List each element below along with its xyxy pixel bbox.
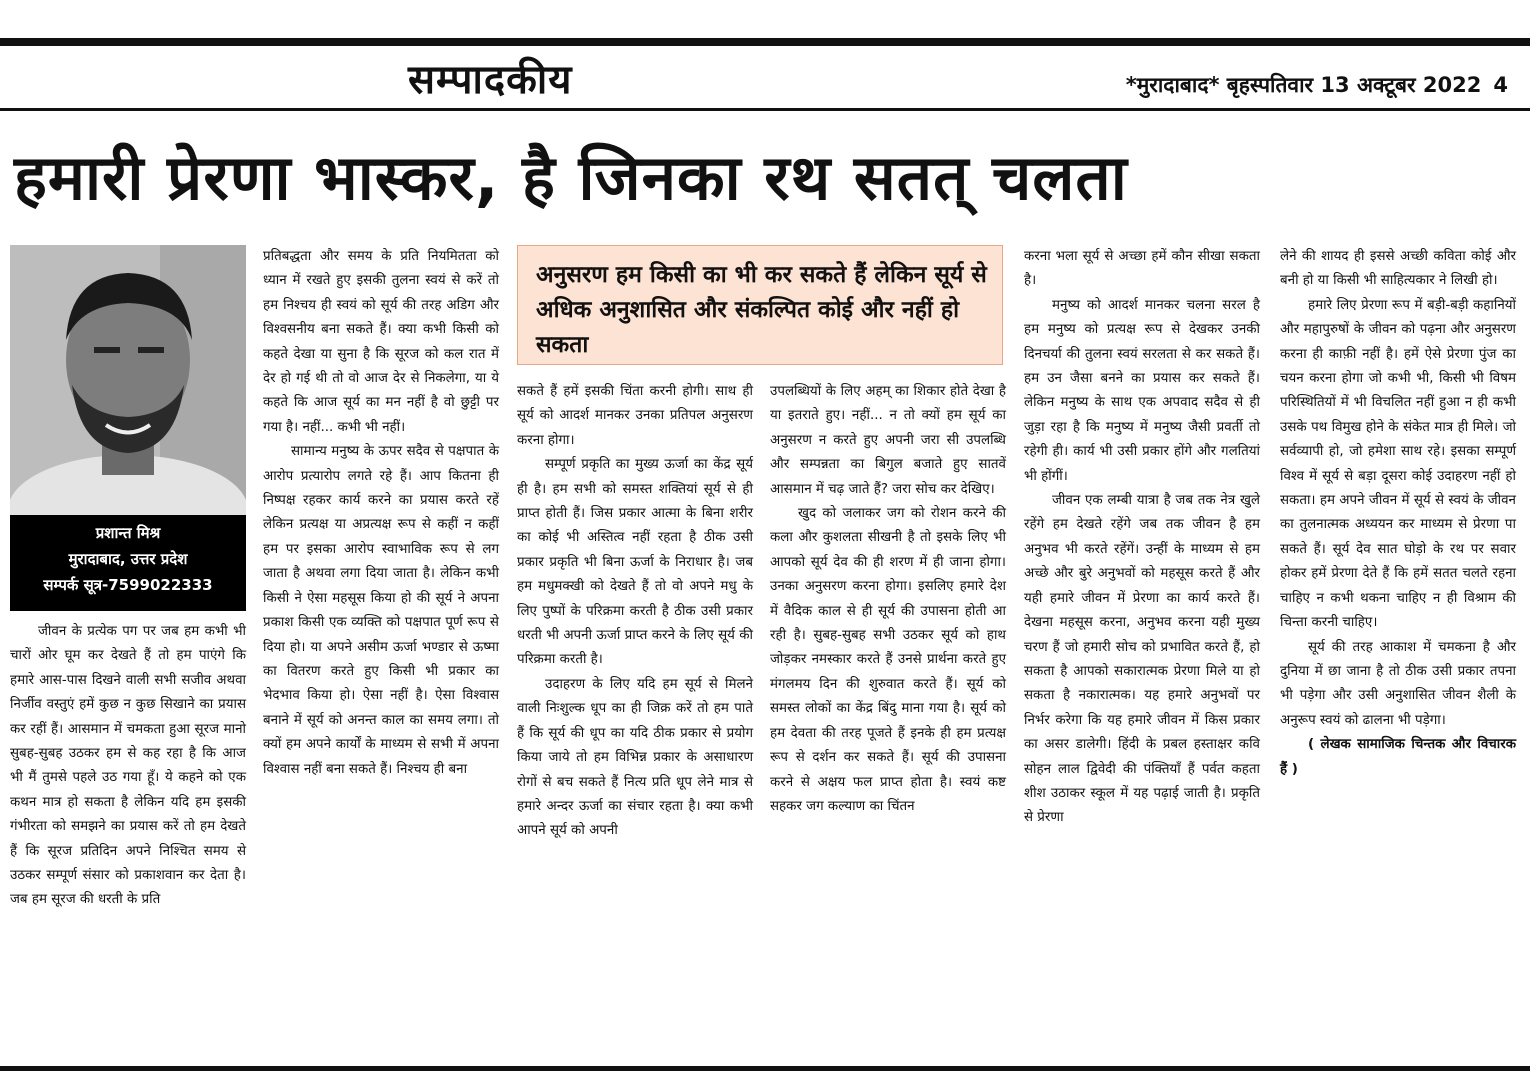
paragraph: उपलब्धियों के लिए अहम् का शिकार होते देखा है या इतराते हुए। नहीं... न तो क्यों हम सूर्य का अनुसरण न करते हुए अपनी जरा सी उपलब्धि और सम्पन्नता का बिगुल बजाते हुए सातवें आसमान में चढ़ जाते हैं? जरा सोच कर देखिए। <box>770 384 1006 497</box>
header-rule <box>0 108 1530 111</box>
page-number: 4 <box>1493 73 1508 97</box>
paragraph: सकते हैं हमें इसकी चिंता करनी होगी। साथ ही सूर्य को आदर्श मानकर उनका प्रतिपल अनुसरण करना होगा। <box>517 384 753 448</box>
pull-quote: अनुसरण हम किसी का भी कर सकते हैं लेकिन सूर्य से अधिक अनुशासित और संकल्पित कोई और नहीं हो सकता <box>517 245 1003 365</box>
top-rule <box>0 38 1530 46</box>
author-location: मुरादाबाद, उत्तर प्रदेश <box>68 550 188 568</box>
headline: हमारी प्रेरणा भास्कर, है जिनका रथ सतत् चलता <box>14 141 1128 214</box>
paragraph: लेने की शायद ही इससे अच्छी कविता कोई और बनी हो या किसी भी साहित्यकार ने लिखी हो। <box>1280 249 1516 289</box>
author-note: ( लेखक सामाजिक चिन्तक और विचारक हैं ) <box>1280 737 1516 777</box>
author-contact: सम्पर्क सूत्र-7599022333 <box>43 576 213 594</box>
author-caption <box>10 520 246 598</box>
article-column-4 <box>770 380 1006 819</box>
paragraph: प्रतिबद्धता और समय के प्रति नियमितता को ध्यान में रखते हुए इसकी तुलना स्वयं से करें तो हम निश्चय ही स्वयं को सूर्य की तरह अडिग और विश्वसनीय बना सकते हैं। क्या कभी किसी को कहते देखा या सुना है कि सूरज को कल रात में देर हो गई थी तो वो आज देर से निकलेगा, या ये कहते कि आज सूर्य का मन नहीं है वो छुट्टी पर गया है। नहीं... कभी भी नहीं। <box>263 249 499 435</box>
paragraph: मनुष्य को आदर्श मानकर चलना सरल है हम मनुष्य को प्रत्यक्ष रूप से देखकर उनकी दिनचर्या की तुलना स्वयं सरलता से कर सकते हैं। हम उन जैसा बनने का प्रयास कर सकते हैं। लेकिन मनुष्य के साथ एक अपवाद सदैव से ही जुड़ा रहा है कि मनुष्य में मनुष्य जैसी प्रवर्ती तो रहेगी ही। कार्य भी उसी प्रकार होंगे और गलतियां भी होंगीं। <box>1024 297 1260 484</box>
article-column-2 <box>263 245 499 782</box>
paragraph: जीवन एक लम्बी यात्रा है जब तक नेत्र खुले रहेंगे हम देखते रहेंगे जब तक जीवन है हम अनुभव भी करते रहेंगें। उन्हीं के माध्यम से हम अच्छे और बुरे अनुभवों को महसूस करते हैं और यही हमारे जीवन में प्रेरणा का कार्य करते हैं। देखना महसूस करना, अनुभव करना यही मुख्य चरण हैं जो हमारी सोच को प्रभावित करते हैं, हो सकता है आपको सकारात्मक प्रेरणा मिले या हो सकता है नकारात्मक। यह हमारे अनुभवों पर निर्भर करेगा कि यह हमारे जीवन में किस प्रकार का असर डालेगी। हिंदी के प्रबल हस्ताक्षर कवि सोहन लाल द्विवेदी की पंक्तियाँ हैं पर्वत कहता शीश उठाकर स्कूल में यह पढ़ाई जाती है। प्रकृति से प्रेरणा <box>1024 493 1260 826</box>
paragraph: हमारे लिए प्रेरणा रूप में बड़ी-बड़ी कहानियों और महापुरुषों के जीवन को पढ़ना और अनुसरण करना ही काफ़ी नहीं है। हमें ऐसे प्रेरणा पुंज का चयन करना होगा जो कभी भी, किसी भी विषम परिस्थितियों में भी विचलित नहीं हुआ न ही कभी उसके पथ विमुख होने के संकेत मात्र ही मिले। जो सर्वव्यापी हो, जो हमेशा साथ रहे। इसका सम्पूर्ण विश्व में सूर्य से बड़ा दूसरा कोई उदाहरण नहीं हो सकता। हम अपने जीवन में सूर्य से स्वयं के जीवन का तुलनात्मक अध्ययन कर माध्यम से प्रेरणा पा सकते हैं। सूर्य देव सात घोड़ो के रथ पर सवार होकर हमें प्रेरणा देते हैं कि हमें सतत चलते रहना चाहिए न कभी थकना चाहिए न ही विश्राम की चिन्ता करनी चाहिए। <box>1280 297 1516 631</box>
article-column-6 <box>1280 245 1516 782</box>
paragraph: सामान्य मनुष्य के ऊपर सदैव से पक्षपात के आरोप प्रत्यारोप लगते रहे हैं। आप कितना ही निष्पक्ष रहकर कार्य करने का प्रयास करते रहें लेकिन प्रत्यक्ष या अप्रत्यक्ष रूप से कहीं न कहीं हम पर इसका आरोप स्वाभाविक रूप से लग जाता है अथवा लगा दिया जाता है। लेकिन कभी किसी ने ऐसा महसूस किया हो की सूर्य ने अपना प्रकाश किसी एक व्यक्ति को पक्षपात पूर्ण रूप से दिया हो। या अपने असीम ऊर्जा भण्डार से ऊष्मा का वितरण करते हुए किसी भी प्रकार का भेदभाव किया हो। ऐसा नहीं है। ऐसा विश्वास बनाने में सूर्य को अनन्त काल का समय लगा। तो क्यों हम अपने कार्यों के माध्यम से सभी में अपना विश्वास नहीं बना सकते हैं। निश्चय ही बना <box>263 444 499 777</box>
paragraph: सम्पूर्ण प्रकृति का मुख्य ऊर्जा का केंद्र सूर्य ही है। हम सभी को समस्त शक्तियां सूर्य से ही प्राप्त होती हैं। जिस प्रकार आत्मा के बिना शरीर का कोई भी अस्तित्व नहीं रहता है ठीक उसी प्रकार प्रकृति भी बिना ऊर्जा के निराधार है। जब हम मधुमक्खी को देखते हैं तो वो अपने मधु के लिए पुष्पों के परिक्रमा करती है ठीक उसी प्रकार धरती भी अपनी ऊर्जा प्राप्त करने के लिए सूर्य की परिक्रमा करती है। <box>517 457 753 668</box>
author-photo-box <box>10 245 246 611</box>
article-column-5 <box>1024 245 1260 831</box>
article-column-3 <box>517 380 753 844</box>
section-title: सम्पादकीय <box>408 57 573 103</box>
bottom-rule <box>0 1066 1530 1071</box>
author-name: प्रशान्त मिश्र <box>95 524 161 542</box>
paragraph: करना भला सूर्य से अच्छा हमें कौन सीखा सकता है। <box>1024 249 1260 289</box>
paragraph: उदाहरण के लिए यदि हम सूर्य से मिलने वाली निःशुल्क धूप का ही जिक्र करें तो हम पाते हैं कि सूर्य की धूप का यदि ठीक प्रकार से प्रयोग किया जाये तो हम विभिन्न प्रकार के असाधारण रोगों से बच सकते हैं नित्य प्रति धूप लेने मात्र से हमारे अन्दर ऊर्जा का संचार रहता है। क्या कभी आपने सूर्य को अपनी <box>517 676 753 839</box>
paragraph: खुद को जलाकर जग को रोशन करने की कला और कुशलता सीखनी है तो इसके लिए भी आपको सूर्य देव की ही शरण में ही जाना होगा। उनका अनुसरण करना होगा। इसलिए हमारे देश में वैदिक काल से ही सूर्य की उपासना होती आ रही है। सुबह-सुबह सभी उठकर सूर्य को हाथ जोड़कर नमस्कार करते हैं उनसे प्रार्थना करते हुए मंगलमय दिन की शुरुवात करते हैं। सूर्य को समस्त लोकों का केंद्र बिंदु माना गया है। सूर्य को हम देवता की तरह पूजते हैं इनके ही हम प्रत्यक्ष रूप से दर्शन कर सकते हैं। सूर्य की उपासना करने से अक्षय फल प्राप्त होता है। स्वयं कष्ट सहकर जग कल्याण का चिंतन <box>770 506 1006 814</box>
author-portrait <box>10 245 246 515</box>
dateline <box>1126 70 1508 100</box>
dateline-text: *मुरादाबाद* बृहस्पतिवार 13 अक्टूबर 2022 <box>1125 73 1482 97</box>
paragraph: जीवन के प्रत्येक पग पर जब हम कभी भी चारों ओर घूम कर देखते हैं तो हम पाएंगे कि हमारे आस-पास दिखने वाली सभी सजीव अथवा निर्जीव वस्तुएं हमें कुछ न कुछ सिखाने का प्रयास कर रहीं हैं। आसमान में चमकता हुआ सूरज मानो सुबह-सुबह उठकर हम से कह रहा है कि आज भी मैं तुमसे पहले उठ गया हूँ। ये कहने को एक कथन मात्र हो सकता है लेकिन यदि हम इसकी गंभीरता को समझने का प्रयास करें तो हम देखते हैं कि सूरज प्रतिदिन अपने निश्चित समय से उठकर सम्पूर्ण संसार को प्रकाशवान कर देता है। जब हम सूरज की धरती के प्रति <box>10 624 246 908</box>
article-column-1 <box>10 620 246 913</box>
paragraph: सूर्य की तरह आकाश में चमकना है और दुनिया में छा जाना है तो ठीक उसी प्रकार तपना भी पड़ेगा और उसी अनुशासित जीवन शैली के अनुरूप स्वयं को ढालना भी पड़ेगा। <box>1280 639 1516 728</box>
